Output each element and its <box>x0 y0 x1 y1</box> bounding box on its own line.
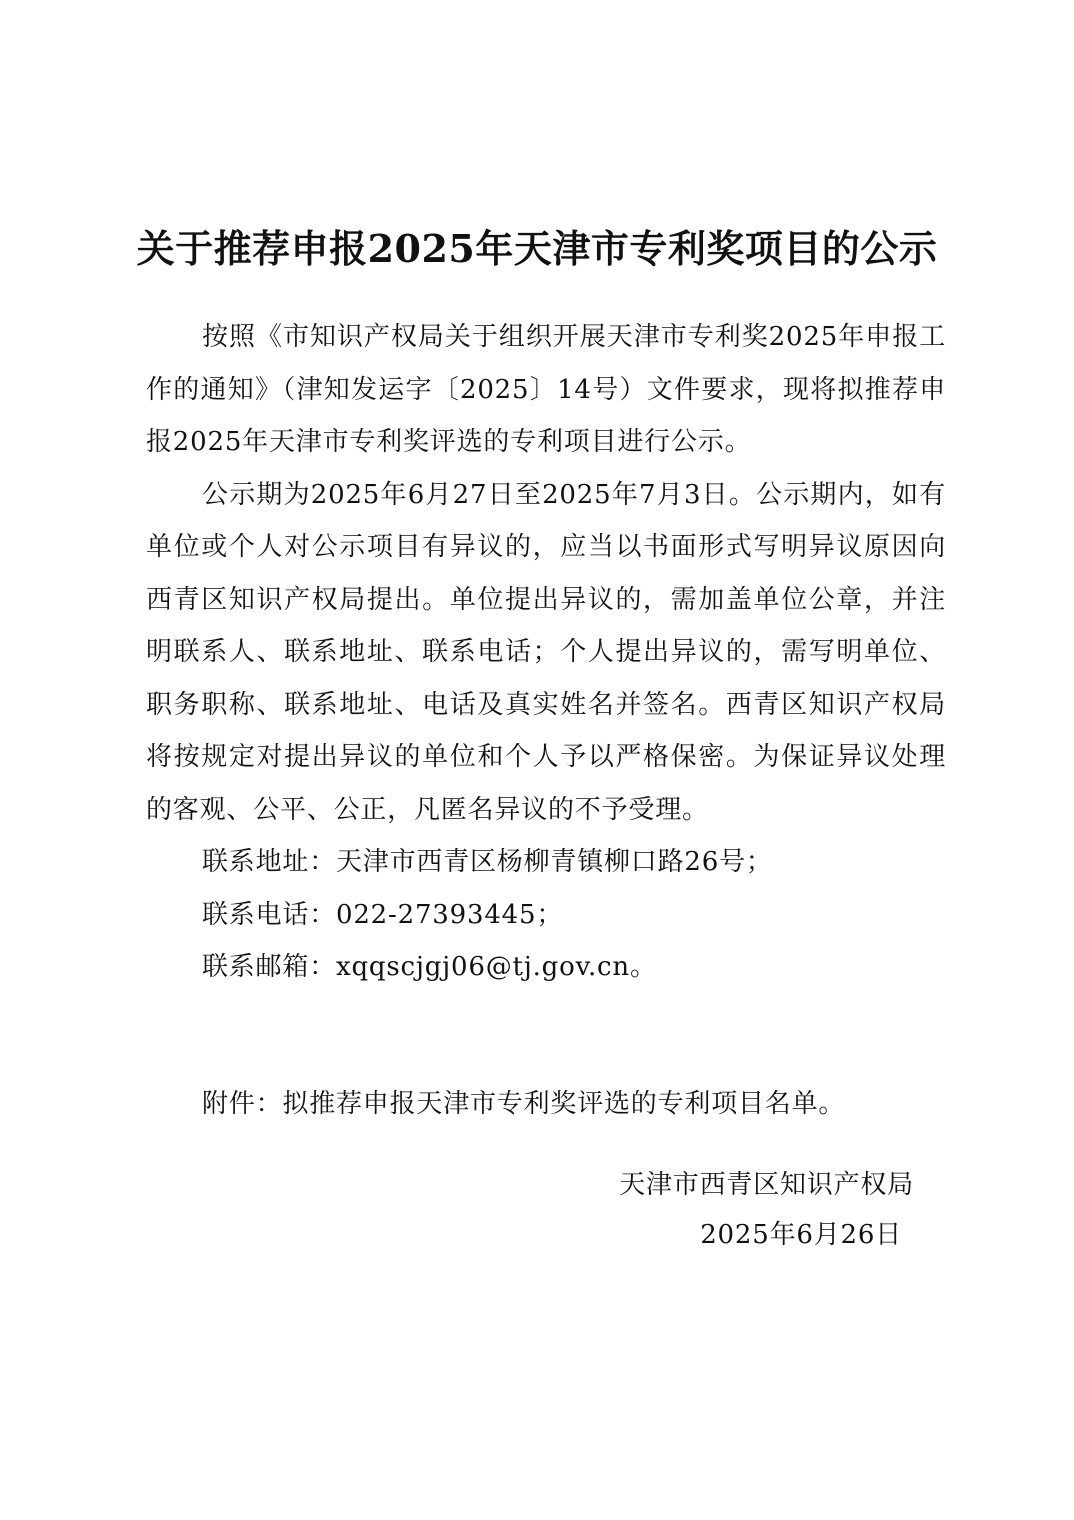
contact-email: 联系邮箱：xqqscjgj06@tj.gov.cn。 <box>202 952 657 982</box>
document-body <box>146 311 946 994</box>
document-title: 关于推荐申报2025年天津市专利奖项目的公示 <box>136 226 938 272</box>
attachment-note: 附件：拟推荐申报天津市专利奖评选的专利项目名单。 <box>202 1089 846 1119</box>
paragraph-notice-basis: 按照《市知识产权局关于组织开展天津市专利奖2025年申报工作的通知》（津知发运字〔2025〕14号）文件要求，现将拟推荐申报2025年天津市专利奖评选的专利项目进行公示。 <box>146 322 946 457</box>
signature-block <box>584 1160 914 1260</box>
paragraph-publicity-period: 公示期为2025年6月27日至2025年7月3日。公示期内，如有单位或个人对公示项目有异议的，应当以书面形式写明异议原因向西青区知识产权局提出。单位提出异议的，需加盖单位公章，并注明联系人、联系地址、联系电话；个人提出异议的，需写明单位、职务职称、联系地址、电话及真实姓名并签名。西青区知识产权局将按规定对提出异议的单位和个人予以严格保密。为保证异议处理的客观、公平、公正，凡匿名异议的不予受理。 <box>146 479 946 825</box>
signature-date: 2025年6月26日 <box>700 1220 902 1250</box>
signature-organization: 天津市西青区知识产权局 <box>619 1170 914 1200</box>
contact-address: 联系地址：天津市西青区杨柳青镇柳口路26号； <box>202 847 773 877</box>
contact-phone: 联系电话：022-27393445； <box>202 899 564 930</box>
